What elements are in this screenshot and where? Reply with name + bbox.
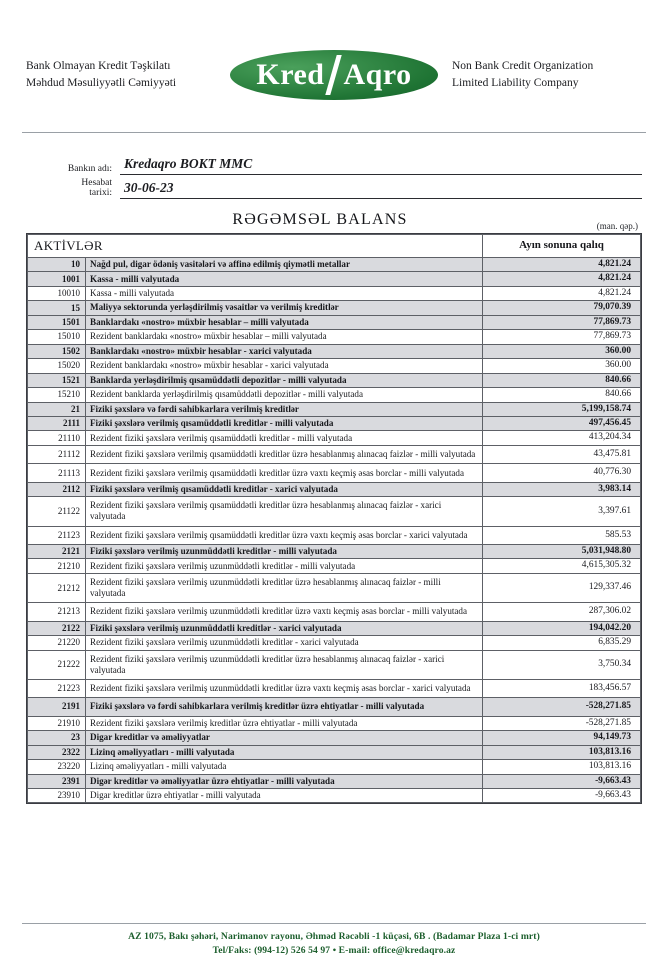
row-balance-value: 3,750.34: [483, 650, 641, 679]
row-account-name: Nağd pul, digar ödəniş vasitələri və affinə edilmiş qiymətli metallar: [86, 257, 483, 271]
table-row: [28, 497, 641, 526]
row-account-code: 21213: [28, 603, 86, 621]
row-balance-value: 4,615,305.32: [483, 559, 641, 573]
row-balance-value: 103,813.16: [483, 760, 641, 774]
row-account-code: 21112: [28, 445, 86, 463]
table-row: [28, 650, 641, 679]
page-title: RƏGƏMSƏL BALANS: [232, 211, 408, 228]
table-row: [28, 359, 641, 373]
report-date-label-line1: Hesabat: [81, 178, 112, 189]
row-account-name: Rezident fiziki şəxslərə verilmiş uzunmüddətli kreditlər üzrə hesablanmış alınacaq faizlər - xarici valyutada: [86, 650, 483, 679]
row-account-code: 21220: [28, 636, 86, 650]
row-account-name: Rezident fiziki şəxslərə verilmiş qısamüddətli kreditlər üzrə hesablanmış alınacaq faizlər - milli valyutada: [86, 445, 483, 463]
row-account-name: Fiziki şəxslərə verilmiş uzunmüddətli kreditlər - milli valyutada: [86, 545, 483, 559]
logo-text-aqro: Aqro: [343, 58, 412, 91]
row-account-code: 2322: [28, 745, 86, 759]
row-balance-value: 77,869.73: [483, 315, 641, 329]
row-balance-value: 5,031,948.80: [483, 545, 641, 559]
row-account-name: Digar kreditlər və əməliyyatlar: [86, 731, 483, 745]
row-account-code: 1001: [28, 272, 86, 286]
table-row: [28, 257, 641, 271]
logo-wordmark: [256, 55, 411, 95]
header-right-line1: Non Bank Credit Organization: [452, 60, 594, 73]
row-balance-value: 40,776.30: [483, 464, 641, 482]
row-account-code: 15020: [28, 359, 86, 373]
row-balance-value: 840.66: [483, 373, 641, 387]
row-account-code: 1521: [28, 373, 86, 387]
bank-name-value-wrap: [120, 155, 642, 175]
row-balance-value: 287,306.02: [483, 603, 641, 621]
row-account-code: 2122: [28, 621, 86, 635]
header-right-line2: Limited Liability Company: [452, 77, 579, 89]
bank-name-row: [52, 155, 642, 175]
column-header-assets: AKTİVLƏR: [28, 235, 483, 258]
row-account-name: Fiziki şəxslərə və fərdi sahibkarlara verilmiş kreditlər: [86, 402, 483, 416]
table-row: [28, 573, 641, 602]
row-balance-value: 413,204.34: [483, 431, 641, 445]
row-account-code: 1501: [28, 315, 86, 329]
table-row: [28, 698, 641, 716]
report-meta: [0, 155, 668, 199]
column-header-balance: Ayın sonuna qalıq: [483, 235, 641, 258]
table-row: [28, 526, 641, 544]
logo-slash-icon: [326, 55, 342, 95]
row-balance-value: 5,199,158.74: [483, 402, 641, 416]
table-row: [28, 373, 641, 387]
row-account-code: 21910: [28, 716, 86, 730]
table-row: [28, 621, 641, 635]
row-balance-value: 77,869.73: [483, 330, 641, 344]
report-date-value-wrap: [120, 179, 642, 199]
row-balance-value: -9,663.43: [483, 774, 641, 788]
header-divider: [22, 132, 646, 133]
footer-address: AZ 1075, Bakı şəhəri, Narimanov rayonu, Əhməd Rəcəbli -1 küçəsi, 6B . (Badamar Plaza 1-ci mrt): [128, 931, 540, 943]
table-row: [28, 464, 641, 482]
table-row: [28, 731, 641, 745]
row-balance-value: 183,456.57: [483, 679, 641, 697]
row-account-name: Rezident fiziki şəxslərə verilmiş qısamüddətli kreditlər üzrə vaxtı keçmiş əsas borclar - milli valyutada: [86, 464, 483, 482]
row-account-code: 2111: [28, 417, 86, 431]
row-account-name: Rezident fiziki şəxslərə verilmiş uzunmüddətli kreditlər üzrə vaxtı keçmiş əsas borclar - xarici valyutada: [86, 679, 483, 697]
header-right-text: [452, 58, 642, 91]
table-row: [28, 445, 641, 463]
report-date-label-line2: tarixi:: [89, 188, 112, 199]
balance-table: [27, 234, 641, 803]
table-row: [28, 431, 641, 445]
report-date-row: [52, 179, 642, 199]
row-account-name: Fiziki şəxslərə verilmiş qısamüddətli kreditlər - xarici valyutada: [86, 482, 483, 496]
table-row: [28, 402, 641, 416]
row-account-name: Rezident fiziki şəxslərə verilmiş uzunmüddətli kreditlər üzrə vaxtı keçmiş əsas borclar - milli valyutada: [86, 603, 483, 621]
table-header-row: [28, 235, 641, 258]
row-account-name: Fiziki şəxslərə verilmiş qısamüddətli kreditlər - milli valyutada: [86, 417, 483, 431]
row-account-code: 10: [28, 257, 86, 271]
footer-divider: [22, 923, 646, 924]
row-account-name: Rezident banklardakı «nostro» müxbir hesablar – milli valyutada: [86, 330, 483, 344]
row-account-code: 21212: [28, 573, 86, 602]
row-balance-value: 585.53: [483, 526, 641, 544]
row-account-code: 23220: [28, 760, 86, 774]
table-row: [28, 679, 641, 697]
row-account-code: 2391: [28, 774, 86, 788]
row-balance-value: 94,149.73: [483, 731, 641, 745]
row-account-code: 21: [28, 402, 86, 416]
row-balance-value: -9,663.43: [483, 789, 641, 803]
row-account-name: Fiziki şəxslərə və fərdi sahibkarlara verilmiş kreditlər üzrə ehtiyatlar - milli valyutada: [86, 698, 483, 716]
bank-name-value: Kredaqro BOKT MMC: [124, 156, 253, 171]
bank-name-label: Bankın adı:: [67, 164, 112, 175]
row-balance-value: 103,813.16: [483, 745, 641, 759]
row-account-code: 15010: [28, 330, 86, 344]
row-account-name: Rezident fiziki şəxslərə verilmiş qısamüddətli kreditlər - milli valyutada: [86, 431, 483, 445]
table-row: [28, 344, 641, 358]
table-row: [28, 286, 641, 300]
row-account-code: 10010: [28, 286, 86, 300]
table-head: [28, 235, 641, 258]
row-account-code: 1502: [28, 344, 86, 358]
table-row: [28, 330, 641, 344]
row-balance-value: 360.00: [483, 359, 641, 373]
row-account-name: Maliyyə sektorunda yerləşdirilmiş vəsaitlər və verilmiş kreditlər: [86, 301, 483, 315]
document-footer: [0, 923, 668, 958]
row-account-code: 21210: [28, 559, 86, 573]
row-account-code: 2191: [28, 698, 86, 716]
row-account-code: 23910: [28, 789, 86, 803]
table-row: [28, 417, 641, 431]
unit-note: (man. qəp.): [596, 221, 638, 231]
row-account-code: 21113: [28, 464, 86, 482]
table-row: [28, 559, 641, 573]
company-logo: [224, 44, 444, 106]
row-account-code: 2112: [28, 482, 86, 496]
header-left-line2: Məhdud Məsuliyyətli Cəmiyyəti: [26, 77, 177, 89]
table-row: [28, 745, 641, 759]
table-row: [28, 545, 641, 559]
row-account-name: Rezident fiziki şəxslərə verilmiş uzunmüddətli kreditlər üzrə hesablanmış alınacaq faizlər - milli valyutada: [86, 573, 483, 602]
table-row: [28, 774, 641, 788]
row-account-name: Rezident fiziki şəxslərə verilmiş qısamüddətli kreditlər üzrə vaxtı keçmiş əsas borclar - xarici valyutada: [86, 526, 483, 544]
row-account-code: 21222: [28, 650, 86, 679]
footer-contacts: Tel/Faks: (994-12) 526 54 97 • E-mail: office@kredaqro.az: [212, 945, 456, 957]
title-row: [0, 211, 668, 229]
table-row: [28, 388, 641, 402]
row-account-name: Digar kreditlər üzrə ehtiyatlar - milli valyutada: [86, 789, 483, 803]
row-balance-value: 79,070.39: [483, 301, 641, 315]
row-account-name: Kassa - milli valyutada: [86, 286, 483, 300]
row-account-code: 21110: [28, 431, 86, 445]
row-balance-value: 4,821.24: [483, 272, 641, 286]
row-balance-value: 497,456.45: [483, 417, 641, 431]
row-account-name: Rezident fiziki şəxslərə verilmiş uzunmüddətli kreditlər - milli valyutada: [86, 559, 483, 573]
report-date-label: [52, 179, 120, 199]
row-account-name: Rezident fiziki şəxslərə verilmiş qısamüddətli kreditlər üzrə hesablanmış alınacaq faizlər - xarici valyutada: [86, 497, 483, 526]
row-account-name: Fiziki şəxslərə verilmiş uzunmüddətli kreditlər - xarici valyutada: [86, 621, 483, 635]
row-account-name: Rezident banklardakı «nostro» müxbir hesablar - xarici valyutada: [86, 359, 483, 373]
row-balance-value: 43,475.81: [483, 445, 641, 463]
row-balance-value: 4,821.24: [483, 257, 641, 271]
row-account-code: 21122: [28, 497, 86, 526]
row-balance-value: 6,835.29: [483, 636, 641, 650]
table-row: [28, 272, 641, 286]
row-account-name: Rezident banklarda yerləşdirilmiş qısamüddətli depozitlər - milli valyutada: [86, 388, 483, 402]
row-balance-value: 129,337.46: [483, 573, 641, 602]
row-balance-value: 3,397.61: [483, 497, 641, 526]
row-balance-value: -528,271.85: [483, 716, 641, 730]
table-row: [28, 603, 641, 621]
row-account-name: Banklardakı «nostro» müxbir hesablar - xarici valyutada: [86, 344, 483, 358]
header-left-text: [26, 58, 216, 91]
table-body: [28, 257, 641, 803]
table-row: [28, 760, 641, 774]
logo-text-kred: Kred: [256, 58, 325, 91]
row-account-code: 21223: [28, 679, 86, 697]
table-row: [28, 636, 641, 650]
row-account-name: Kassa - milli valyutada: [86, 272, 483, 286]
document-header: [0, 0, 668, 106]
row-account-name: Digər kreditlər və əməliyyatlar üzrə ehtiyatlar - milli valyutada: [86, 774, 483, 788]
row-account-name: Rezident fiziki şəxslərə verilmiş uzunmüddətli kreditlər - xarici valyutada: [86, 636, 483, 650]
row-account-code: 15: [28, 301, 86, 315]
table-row: [28, 482, 641, 496]
table-row: [28, 301, 641, 315]
row-balance-value: -528,271.85: [483, 698, 641, 716]
table-row: [28, 315, 641, 329]
row-account-code: 23: [28, 731, 86, 745]
row-account-name: Lizinq əməliyyatları - milli valyutada: [86, 745, 483, 759]
report-date-value: 30-06-23: [124, 180, 174, 195]
table-row: [28, 716, 641, 730]
row-balance-value: 3,983.14: [483, 482, 641, 496]
table-row: [28, 789, 641, 803]
row-account-code: 2121: [28, 545, 86, 559]
row-balance-value: 194,042.20: [483, 621, 641, 635]
balance-table-wrap: [26, 233, 642, 804]
row-account-code: 15210: [28, 388, 86, 402]
row-balance-value: 840.66: [483, 388, 641, 402]
row-account-name: Rezident fiziki şəxslərə verilmiş kreditlər üzrə ehtiyatlar - milli valyutada: [86, 716, 483, 730]
header-left-line1: Bank Olmayan Kredit Təşkilatı: [26, 60, 171, 73]
row-account-name: Banklarda yerləşdirilmiş qısamüddətli depozitlər - milli valyutada: [86, 373, 483, 387]
row-balance-value: 360.00: [483, 344, 641, 358]
row-account-code: 21123: [28, 526, 86, 544]
row-account-name: Lizinq əməliyyatları - milli valyutada: [86, 760, 483, 774]
row-balance-value: 4,821.24: [483, 286, 641, 300]
row-account-name: Banklardakı «nostro» müxbir hesablar – milli valyutada: [86, 315, 483, 329]
